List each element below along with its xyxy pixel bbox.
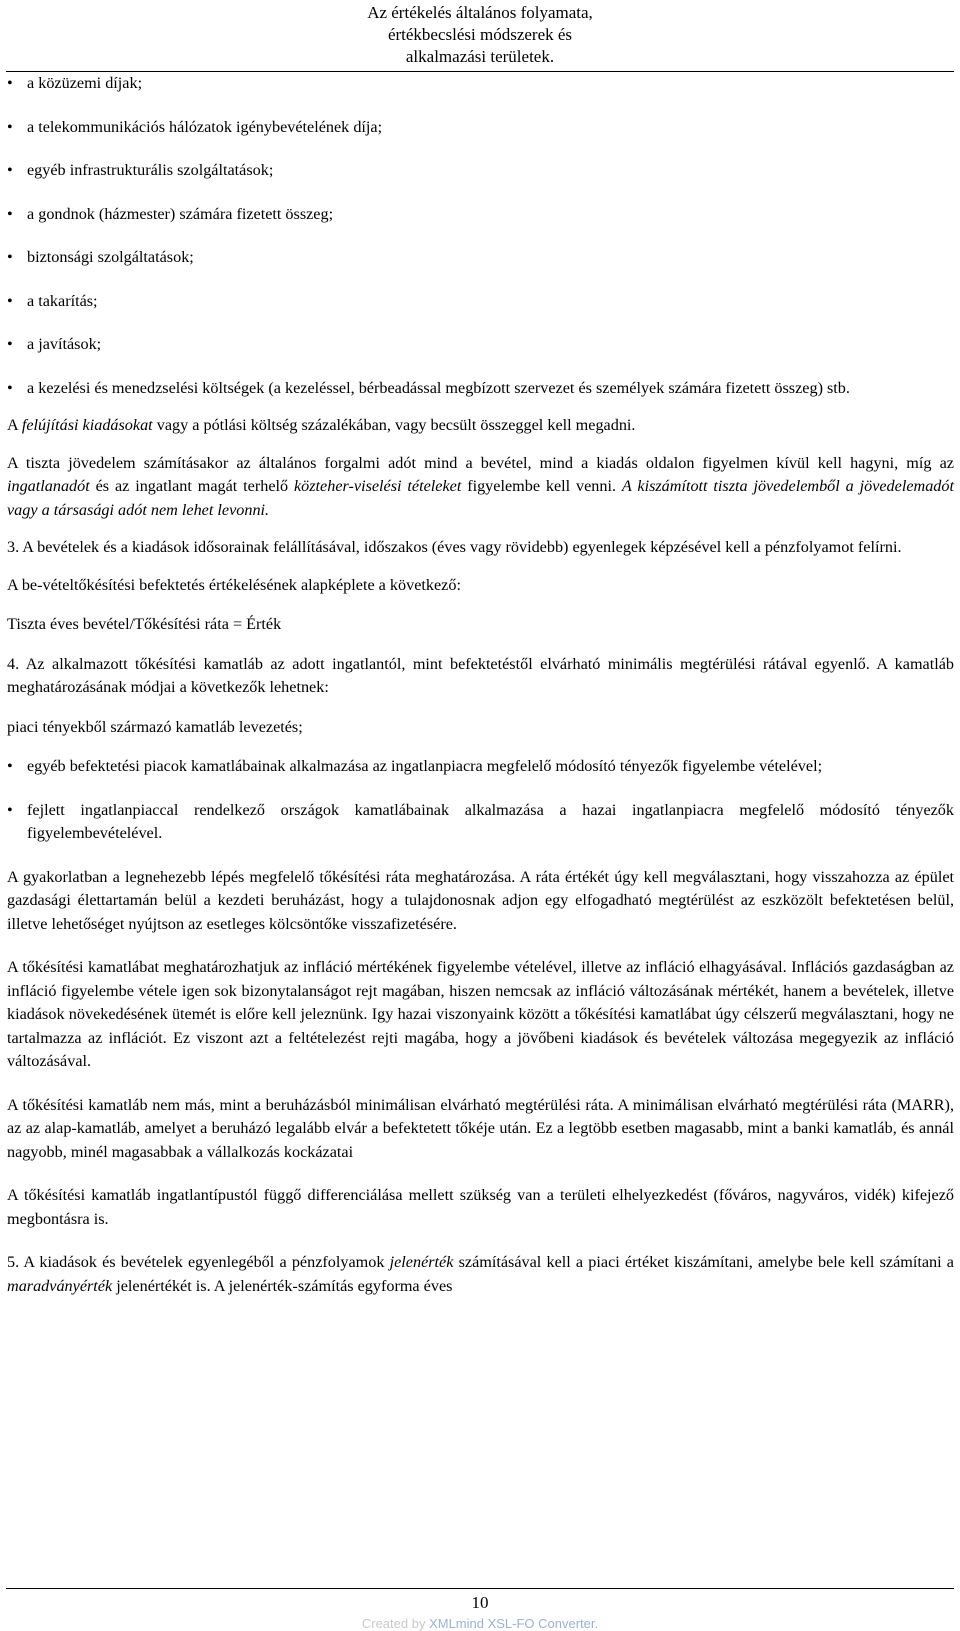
italic-text: felújítási kiadásokat bbox=[21, 416, 153, 434]
header-title-line: alkalmazási területek. bbox=[405, 47, 555, 66]
bullet-text: a telekommunikációs hálózatok igénybevételének díja; bbox=[27, 117, 383, 136]
paragraph-step-5 bbox=[7, 1251, 954, 1298]
bullet-item bbox=[7, 377, 954, 401]
bullet-text: a javítások; bbox=[27, 335, 102, 353]
header-title-line: Az értékelés általános folyamata, bbox=[367, 3, 593, 22]
bullet-text: fejlett ingatlanpiaccal rendelkező országok kamatlábainak alkalmazása a hazai ingatlanpiacra megfelelő módosító tényezők figyelembevételével. bbox=[27, 800, 954, 842]
italic-text: ingatlanadót bbox=[7, 477, 90, 495]
text-run: számításával kell a piaci értéket kiszámítani, amelybe bele kell számítani a bbox=[453, 1253, 954, 1271]
italic-text: közteher-viselési tételeket bbox=[293, 477, 462, 495]
bullet-text: a takarítás; bbox=[27, 291, 98, 310]
bullet-item bbox=[7, 799, 954, 846]
bullet-icon: • bbox=[7, 378, 13, 397]
text-run: A bbox=[7, 416, 22, 434]
bullet-text: biztonsági szolgáltatások; bbox=[27, 248, 194, 266]
paragraph-marr: A tőkésítési kamatláb nem más, mint a beruházásból minimálisan elvárható megtérülési ráta. A minimálisan elvárható megtérülési ráta (MARR), az az alap-kamatláb, amelyet a beruházó legalább elvár a befektetett tőkéje után. Ez a legtöbb esetben magasabb, mint a banki kamatláb, és annál nagyobb, minél magasabbak a vállalkozás kockázatai bbox=[7, 1095, 954, 1161]
bullet-icon: • bbox=[7, 335, 13, 353]
bullet-icon: • bbox=[7, 74, 13, 92]
bullet-item bbox=[7, 755, 954, 779]
generator-credit bbox=[0, 1616, 960, 1631]
paragraph-renovation bbox=[7, 414, 954, 438]
bullet-item bbox=[7, 159, 954, 183]
bullet-icon: • bbox=[7, 291, 13, 310]
bullet-item bbox=[7, 290, 954, 314]
bullet-item bbox=[7, 72, 954, 96]
italic-text: maradványérték bbox=[7, 1276, 113, 1295]
bullet-text: a közüzemi díjak; bbox=[27, 74, 143, 92]
text-run: A tiszta jövedelem számításakor az általános forgalmi adót mind a bevétel, mind a kiadás oldalon figyelmen kívül kell hagyni, míg az bbox=[7, 453, 954, 472]
paragraph-net-income bbox=[7, 452, 954, 523]
credit-prefix: Created by bbox=[361, 1616, 430, 1631]
paragraph-step-3: 3. A bevételek és a kiadások idősorainak felállításával, időszakos (éves vagy rövidebb) egyenlegek képzésével kell a pénzfolyamot felírni. bbox=[7, 538, 902, 556]
paragraph-property-type: A tőkésítési kamatláb ingatlantípustól függő differenciálása mellett szükség van a területi elhelyezkedést (főváros, nagyváros, vidék) kifejező megbontásra is. bbox=[7, 1186, 954, 1228]
bullet-icon: • bbox=[7, 800, 13, 819]
formula: Tiszta éves bevétel/Tőkésítési ráta = Érték bbox=[7, 615, 282, 633]
italic-text: A kiszámított tiszta jövedelemből a jövedelemadót vagy a társasági adót nem lehet levonni. bbox=[7, 477, 954, 519]
paragraph-practice: A gyakorlatban a legnehezebb lépés megfelelő tőkésítési ráta meghatározása. A ráta értékét úgy kell megválasztani, hogy visszahozza az épület gazdasági élettartamán belül a kezdeti beruházást, hogy a tulajdonosnak adjon egy elfogadható megtérülést az eszközölt befektetésen belül, illetve lehetőséget nyújtson az esetleges kölcsöntőke visszafizetésére. bbox=[7, 867, 954, 933]
paragraph-market-derivation: piaci tényekből származó kamatláb levezetés; bbox=[7, 717, 303, 736]
paragraph-inflation: A tőkésítési kamatlábat meghatározhatjuk az infláció mértékének figyelembe vételével, illetve az infláció elhagyásával. Inflációs gazdaságban az infláció figyelembe vétele igen sok bizonytalanságot rejt magában, hiszen nemcsak az infláció változásának mértékét, hanem a bevételek, illetve kiadások növekedésének ütemét is előre kell jeleznünk. Igy hazai viszonyaink között a tőkésítési kamatlábat úgy célszerű megválasztani, hogy ne tartalmazza az inflációt. Ez viszont azt a feltételezést rejti magába, hogy a jövőbeni kiadások és bevételek változása megegyezik az infláció változásával. bbox=[7, 958, 954, 1070]
text-run: és az ingatlant magát terhelő bbox=[89, 477, 294, 495]
paragraph-formula-intro: A be-vételtőkésítési befektetés értékelésének alapképlete a következő: bbox=[7, 575, 461, 594]
bullet-icon: • bbox=[7, 204, 13, 223]
header-title-line: értékbecslési módszerek és bbox=[387, 25, 573, 44]
bullet-text: a gondnok (házmester) számára fizetett összeg; bbox=[27, 204, 334, 223]
document-body bbox=[7, 72, 954, 1298]
italic-text: jelenérték bbox=[389, 1253, 454, 1271]
bullet-item bbox=[7, 116, 954, 140]
text-run: 5. A kiadások és bevételek egyenlegéből a pénzfolyamok bbox=[7, 1253, 390, 1271]
bullet-text: egyéb infrastrukturális szolgáltatások; bbox=[27, 161, 274, 179]
page-header bbox=[0, 0, 960, 72]
bullet-item bbox=[7, 333, 954, 357]
bullet-item bbox=[7, 203, 954, 227]
paragraph-step-4: 4. Az alkalmazott tőkésítési kamatláb az adott ingatlantól, mint befektetéstől elvárható minimális megtérülési rátával egyenlő. A kamatláb meghatározásának módjai a következők lehetnek: bbox=[7, 654, 954, 696]
footer-divider bbox=[6, 1588, 954, 1589]
text-run: jelenértékét is. A jelenérték-számítás egyforma éves bbox=[112, 1276, 453, 1295]
page-number: 10 bbox=[471, 1593, 489, 1612]
bullet-icon: • bbox=[7, 757, 13, 775]
credit-tool-name: XMLmind XSL-FO Converter. bbox=[429, 1616, 599, 1631]
bullet-text: a kezelési és menedzselési költségek (a kezeléssel, bérbeadással megbízott szervezet és személyek számára fizetett összeg) stb. bbox=[27, 378, 850, 397]
bullet-icon: • bbox=[7, 248, 13, 266]
page-footer bbox=[0, 1588, 960, 1631]
text-run: vagy a pótlási költség százalékában, vagy becsült összeggel kell megadni. bbox=[152, 416, 636, 434]
bullet-text: egyéb befektetési piacok kamatlábainak alkalmazása az ingatlanpiacra megfelelő módosító tényezők figyelembe vételével; bbox=[27, 757, 823, 775]
bullet-icon: • bbox=[7, 117, 13, 136]
bullet-icon: • bbox=[7, 161, 13, 179]
running-header-title bbox=[330, 2, 630, 68]
bullet-item bbox=[7, 246, 954, 270]
text-run: figyelembe kell venni. bbox=[461, 477, 622, 495]
